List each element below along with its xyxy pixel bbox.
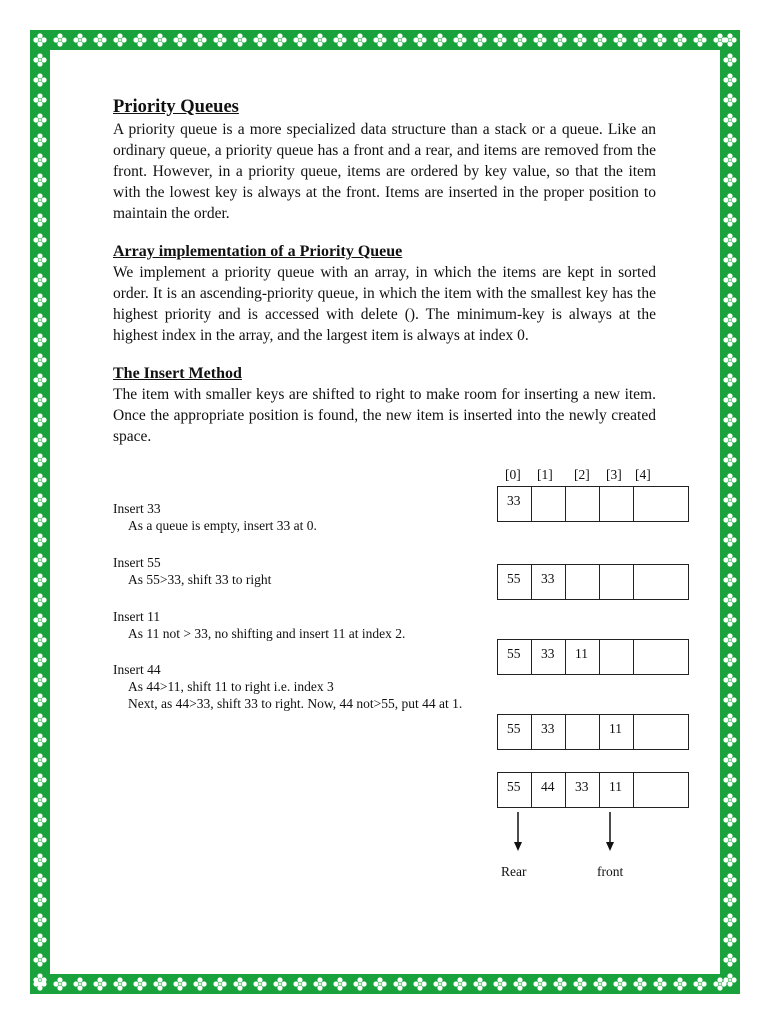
array-cell: 55: [498, 565, 532, 599]
index-label: [0]: [505, 467, 521, 482]
operation-insert-44: [113, 661, 462, 712]
operation-step: As 55>33, shift 33 to right: [128, 572, 272, 587]
operation-title: Insert 55: [113, 555, 161, 570]
front-arrow-icon: [605, 812, 615, 852]
array-cell: 33: [566, 773, 600, 807]
array-cell: 33: [532, 715, 566, 749]
array-cell: 33: [498, 487, 532, 521]
index-label: [1]: [537, 467, 553, 482]
rear-label: Rear: [501, 864, 527, 879]
rear-arrow-icon: [513, 812, 523, 852]
array-cell: [566, 565, 600, 599]
operation-insert-11: [113, 608, 405, 642]
array-cell: [566, 487, 600, 521]
operation-step: As 44>11, shift 11 to right i.e. index 3: [128, 679, 334, 694]
operation-step: As a queue is empty, insert 33 at 0.: [128, 518, 317, 533]
array-cell: 55: [498, 773, 532, 807]
operation-insert-33: [113, 500, 317, 534]
section-body: The item with smaller keys are shifted to right to make room for inserting a new item. Once the appropriate position is found, the new item is inserted into the newly created space.: [113, 386, 656, 445]
array-cell: 33: [532, 565, 566, 599]
section-body: A priority queue is a more specialized data structure than a stack or a queue. Like an ordinary queue, a priority queue has a front and a rear, and items are removed from the front. However, in a priority queue, items are ordered by key value, so that the item with the lowest key is always at the front. Items are inserted in the proper position to maintain the order.: [113, 121, 656, 222]
operation-step: Next, as 44>33, shift 33 to right. Now, 44 not>55, put 44 at 1.: [128, 696, 463, 711]
array-cell: [634, 773, 688, 807]
array-cell: 55: [498, 715, 532, 749]
array-cell: 55: [498, 640, 532, 674]
array-cell: [600, 640, 634, 674]
operation-insert-55: [113, 554, 271, 588]
array-cell: 33: [532, 640, 566, 674]
section-heading: Array implementation of a Priority Queue: [113, 243, 403, 260]
array-cell: [634, 715, 688, 749]
index-label: [4]: [635, 467, 651, 482]
array-cell: [634, 640, 688, 674]
array-cell: [532, 487, 566, 521]
array-state-3: [497, 639, 689, 675]
index-label: [3]: [606, 467, 622, 482]
section-array-implementation: [113, 242, 656, 346]
page-title: Priority Queues: [113, 97, 239, 117]
array-cell: [634, 565, 688, 599]
array-cell: [600, 565, 634, 599]
array-cell: [600, 487, 634, 521]
operation-title: Insert 44: [113, 662, 161, 677]
index-label: [2]: [574, 467, 590, 482]
array-state-5: [497, 772, 689, 808]
array-cell: 11: [566, 640, 600, 674]
array-state-2: [497, 564, 689, 600]
array-cell: 11: [600, 773, 634, 807]
document-body: [113, 95, 656, 465]
array-cell: 11: [600, 715, 634, 749]
operation-title: Insert 11: [113, 609, 161, 624]
operation-step: As 11 not > 33, no shifting and insert 11 at index 2.: [128, 626, 406, 641]
front-label: front: [597, 864, 624, 879]
section-priority-queues: [113, 95, 656, 224]
array-state-4: [497, 714, 689, 750]
array-cell: [566, 715, 600, 749]
section-insert-method: [113, 364, 656, 447]
array-state-1: [497, 486, 689, 522]
operation-title: Insert 33: [113, 501, 161, 516]
section-body: We implement a priority queue with an array, in which the items are kept in sorted order. It is an ascending-priority queue, in which the item with the smallest key has the highest priority and is accessed with delete (). The minimum-key is always at the highest index in the array, and the largest item is always at index 0.: [113, 264, 656, 344]
section-heading: The Insert Method: [113, 365, 242, 382]
array-cell: [634, 487, 688, 521]
array-cell: 44: [532, 773, 566, 807]
